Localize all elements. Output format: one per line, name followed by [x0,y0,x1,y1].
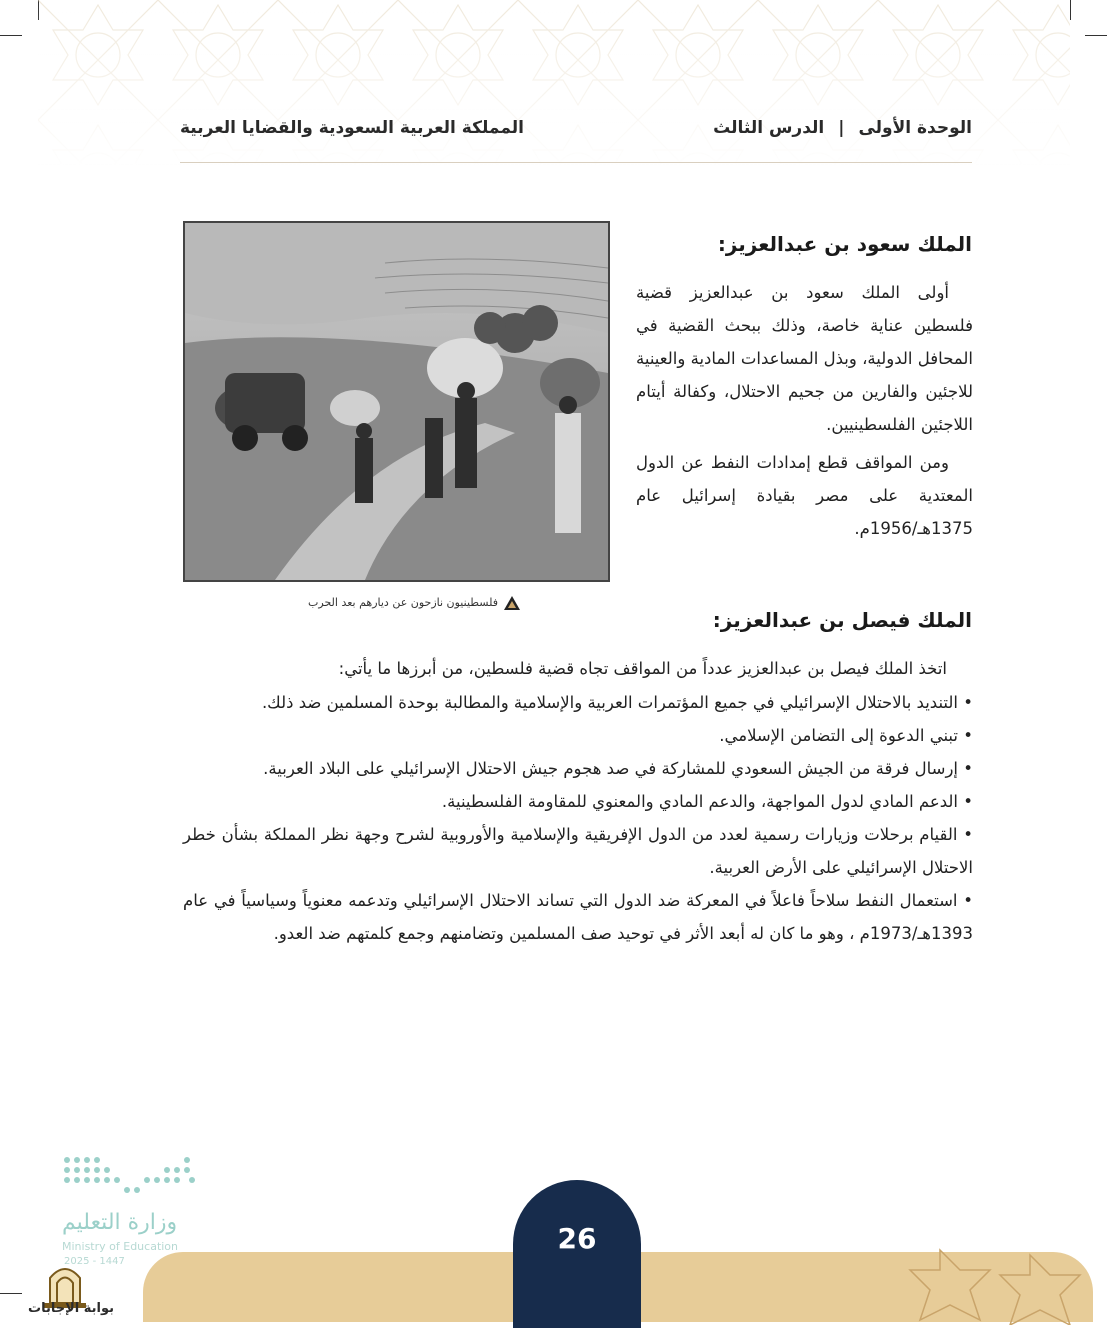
footer-ornament [900,1240,1090,1325]
header-unit: الوحدة الأولى [858,118,972,138]
section-title-king-faisal: الملك فيصل بن عبدالعزيز: [712,608,972,632]
crop-mark [1070,0,1071,20]
crop-mark [0,1293,22,1294]
list-item: • إرسال فرقة من الجيش السعودي للمشاركة في صد هجوم جيش الاحتلال الإسرائيلي على البلاد العربية. [263,759,973,778]
page-header [180,112,972,146]
refugees-photo [183,221,610,582]
header-topic: المملكة العربية السعودية والقضايا العربية [180,118,524,138]
list-item: • استعمال النفط سلاحاً فاعلاً في المعركة ضد الدول التي تساند الاحتلال الإسرائيلي وتدعمه معنوياً وسياسياً في عام 1393هـ/1973م ، وهو ما كان له أبعد الأثر في توحيد صف المسلمين وتضامنهم وجمع كلمتهم ضد العدو. [183,891,973,943]
section-title-king-saud: الملك سعود بن عبدالعزيز: [717,232,972,256]
photo-caption [270,596,520,610]
header-unit-lesson [713,118,972,138]
list-item: • تبني الدعوة إلى التضامن الإسلامي. [719,726,973,745]
king-faisal-positions-list [183,686,973,950]
king-faisal-intro: اتخذ الملك فيصل بن عبدالعزيز عدداً من المواقف تجاه قضية فلسطين، من أبرزها ما يأتي: [338,659,947,678]
header-lesson: الدرس الثالث [713,118,825,138]
ministry-logo-dots-icon [62,1155,197,1200]
header-divider [180,162,972,163]
header-separator: | [838,118,845,138]
king-saud-paragraph-1: أولى الملك سعود بن عبدالعزيز قضية فلسطين عناية خاصة، وذلك ببحث القضية في المحافل الدولية، وبذل المساعدات المادية والعينية للاجئين والفارين من جحيم الاحتلال، وكفالة أيتام اللاجئين الفلسطينيين. [636,283,973,434]
ministry-name-english: Ministry of Education [62,1240,179,1253]
crop-mark [1085,35,1107,36]
caption-text: فلسطينيون نازحون عن ديارهم بعد الحرب [308,596,498,609]
list-item: • التنديد بالاحتلال الإسرائيلي في جميع المؤتمرات العربية والإسلامية والمطالبة بوحدة المسلمين ضد ذلك. [261,693,973,712]
crop-mark [0,35,22,36]
list-item: • الدعم المادي لدول المواجهة، والدعم المادي والمعنوي للمقاومة الفلسطينية. [441,792,973,811]
caption-triangle-icon [504,596,520,610]
photo-illustration [185,223,608,580]
ministry-name-arabic: وزارة التعليم [62,1210,178,1235]
page-number: 26 [557,1222,597,1255]
site-name: بوابة الإجابات [28,1301,114,1316]
list-item: • القيام برحلات وزيارات رسمية لعدد من الدول الإفريقية والإسلامية والأوروبية لشرح وجهة نظر المملكة بشأن خطر الاحتلال الإسرائيلي على الأرض العربية. [183,825,973,877]
ministry-year: 2025 - 1447 [64,1256,125,1267]
king-saud-paragraph-2: ومن المواقف قطع إمدادات النفط عن الدول المعتدية على مصر بقيادة إسرائيل عام 1375هـ/1956م. [636,453,973,538]
